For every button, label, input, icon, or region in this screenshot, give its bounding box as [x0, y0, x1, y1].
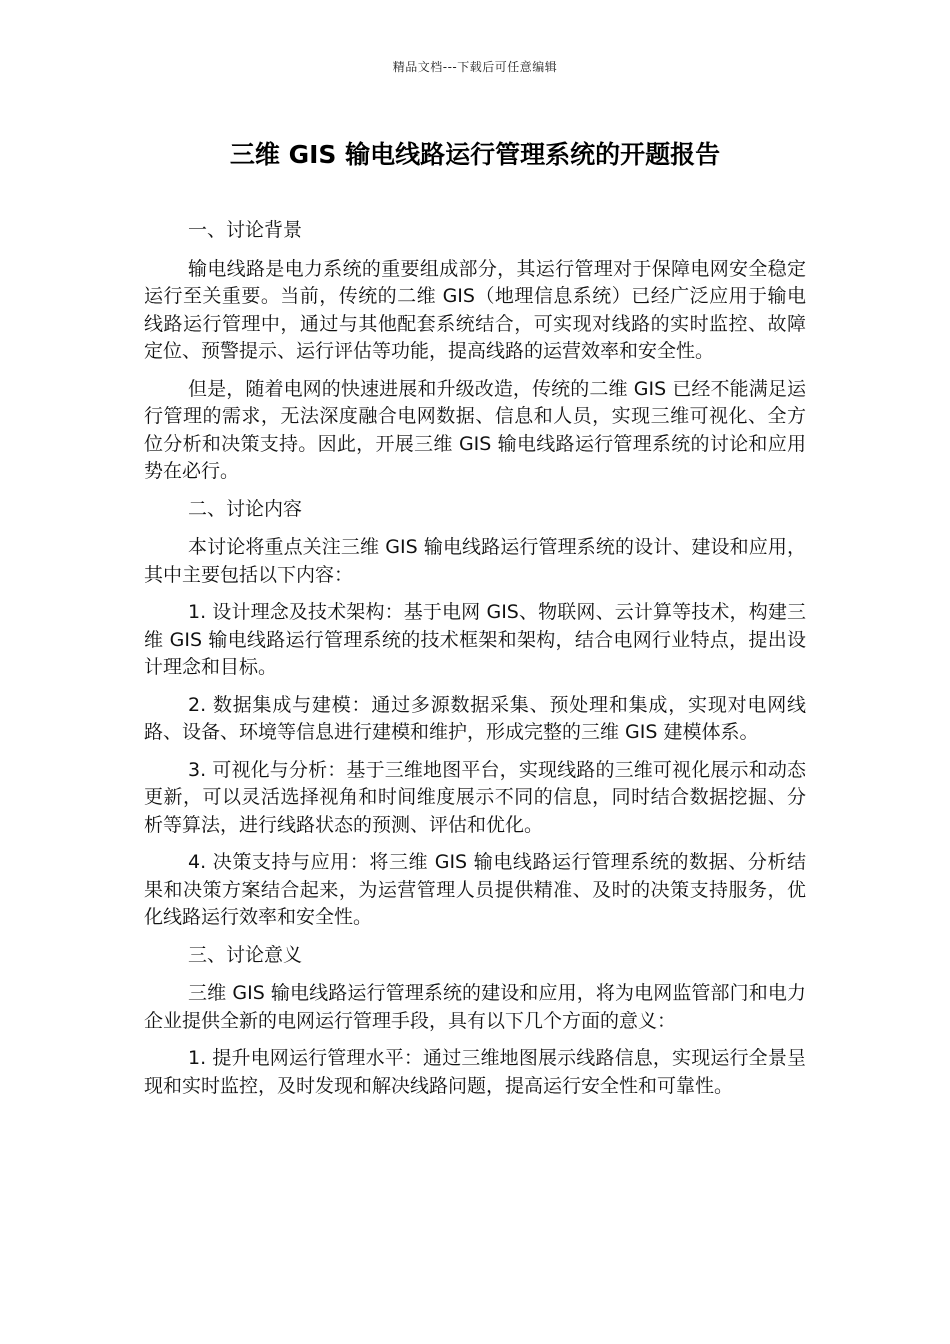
section-heading-significance: 三、讨论意义 [188, 943, 303, 966]
header-note: 精品文档---下载后可任意编辑 [392, 60, 558, 74]
document-body [144, 217, 806, 1110]
paragraph: 但是，随着电网的快速进展和升级改造，传统的二维 GIS 已经不能满足运行管理的需求，无法深度融合电网数据、信息和人员，实现三维可视化、全方位分析和决策支持。因此，开展三维 GIS 输电线路运行管理系统的讨论和应用势在必行。 [144, 377, 806, 482]
list-item-paragraph: 4. 决策支持与应用：将三维 GIS 输电线路运行管理系统的数据、分析结果和决策方案结合起来，为运营管理人员提供精准、及时的决策支持服务，优化线路运行效率和安全性。 [144, 851, 806, 928]
paragraph: 本讨论将重点关注三维 GIS 输电线路运行管理系统的设计、建设和应用，其中主要包括以下内容： [144, 536, 806, 586]
section-heading-background: 一、讨论背景 [188, 219, 303, 241]
list-item-paragraph: 2. 数据集成与建模：通过多源数据采集、预处理和集成，实现对电网线路、设备、环境等信息进行建模和维护，形成完整的三维 GIS 建模体系。 [144, 693, 806, 743]
list-item-paragraph: 3. 可视化与分析：基于三维地图平台，实现线路的三维可视化展示和动态更新，可以灵活选择视角和时间维度展示不同的信息，同时结合数据挖掘、分析等算法，进行线路状态的预测、评估和优化。 [144, 758, 806, 836]
document-title: 三维 GIS 输电线路运行管理系统的开题报告 [229, 140, 721, 169]
section-heading-content: 二、讨论内容 [188, 497, 303, 520]
paragraph: 输电线路是电力系统的重要组成部分，其运行管理对于保障电网安全稳定运行至关重要。当前，传统的二维 GIS（地理信息系统）已经广泛应用于输电线路运行管理中，通过与其他配套系统结合，可实现对线路的实时监控、故障定位、预警提示、运行评估等功能，提高线路的运营效率和安全性。 [144, 257, 806, 362]
paragraph: 三维 GIS 输电线路运行管理系统的建设和应用，将为电网监管部门和电力企业提供全新的电网运行管理手段，具有以下几个方面的意义： [144, 982, 806, 1032]
list-item-paragraph: 1. 提升电网运行管理水平：通过三维地图展示线路信息，实现运行全景呈现和实时监控，及时发现和解决线路问题，提高运行安全性和可靠性。 [144, 1047, 806, 1097]
list-item-paragraph: 1. 设计理念及技术架构：基于电网 GIS、物联网、云计算等技术，构建三维 GIS 输电线路运行管理系统的技术框架和架构，结合电网行业特点，提出设计理念和目标。 [144, 601, 806, 678]
